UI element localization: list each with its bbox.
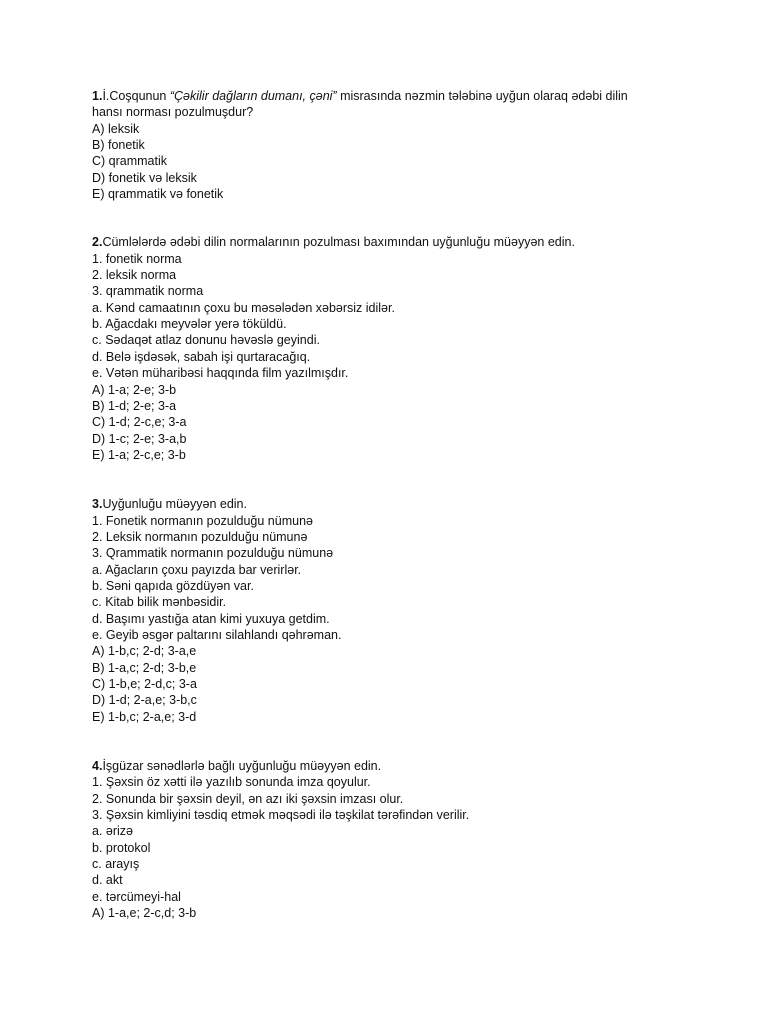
matching-item: c. Sədaqət atlaz donunu həvəslə geyindi. bbox=[92, 333, 320, 348]
matching-item: a. ərizə bbox=[92, 824, 133, 839]
matching-item: 3. Şəxsin kimliyini təsdiq etmək məqsədi ilə təşkilat tərəfindən verilir. bbox=[92, 808, 470, 823]
question-3 bbox=[92, 496, 692, 725]
matching-item: c. Kitab bilik mənbəsidir. bbox=[92, 595, 227, 610]
question-number: 4. bbox=[92, 759, 103, 774]
matching-item: d. Belə işdəsək, sabah işi qurtaracağıq. bbox=[92, 349, 311, 364]
quoted-verse: “Çəkilir dağların dumanı, çəni” bbox=[169, 89, 337, 103]
document-page bbox=[92, 88, 692, 921]
answer-option-d: D) 1-d; 2-a,e; 3-b,c bbox=[92, 693, 197, 708]
question-text: İşgüzar sənədlərlə bağlı uyğunluğu müəyyən edin. bbox=[102, 759, 382, 774]
matching-item: a. Ağacların çoxu payızda bar verirlər. bbox=[92, 562, 302, 577]
question-2-stem bbox=[92, 234, 692, 250]
answer-option-e: E) 1-b,c; 2-a,e; 3-d bbox=[92, 709, 197, 724]
answer-option-a: A) leksik bbox=[92, 121, 140, 136]
question-4 bbox=[92, 758, 692, 921]
matching-item: 1. fonetik norma bbox=[92, 251, 182, 266]
question-text-continuation: hansı norması pozulmuşdur? bbox=[92, 105, 254, 120]
question-text: Cümlələrdə ədəbi dilin normalarının pozulması baxımından uyğunluğu müəyyən edin. bbox=[102, 235, 575, 250]
matching-item: 3. Qrammatik normanın pozulduğu nümunə bbox=[92, 546, 334, 561]
matching-item: d. Başımı yastığa atan kimi yuxuya getdim. bbox=[92, 611, 330, 626]
matching-item: 2. Leksik normanın pozulduğu nümunə bbox=[92, 529, 308, 544]
answer-option-a: A) 1-b,c; 2-d; 3-a,e bbox=[92, 644, 197, 659]
matching-item: e. Vətən müharibəsi haqqında film yazılmışdır. bbox=[92, 366, 349, 381]
question-text: misrasında nəzmin tələbinə uyğun olaraq ədəbi dilin bbox=[336, 89, 628, 103]
matching-item: e. Geyib əsgər paltarını silahlandı qəhrəman. bbox=[92, 627, 342, 642]
question-number: 1. bbox=[92, 89, 103, 103]
answer-option-a: A) 1-a,e; 2-c,d; 3-b bbox=[92, 906, 197, 921]
question-text: İ.Coşqunun bbox=[102, 89, 170, 103]
answer-option-c: C) 1-b,e; 2-d,c; 3-a bbox=[92, 677, 197, 691]
matching-item: c. arayış bbox=[92, 857, 140, 872]
matching-item: 2. leksik norma bbox=[92, 268, 177, 283]
matching-item: 2. Sonunda bir şəxsin deyil, ən azı iki şəxsin imzası olur. bbox=[92, 791, 404, 806]
answer-option-c: C) 1-d; 2-c,e; 3-a bbox=[92, 415, 187, 430]
matching-item: 1. Fonetik normanın pozulduğu nümunə bbox=[92, 513, 313, 528]
matching-item: b. protokol bbox=[92, 840, 151, 855]
matching-item: 3. qrammatik norma bbox=[92, 284, 204, 299]
answer-option-d: D) fonetik və leksik bbox=[92, 170, 197, 185]
matching-item: 1. Şəxsin öz xətti ilə yazılıb sonunda imza qoyulur. bbox=[92, 775, 371, 790]
question-2 bbox=[92, 234, 692, 463]
answer-option-b: B) 1-d; 2-e; 3-a bbox=[92, 398, 177, 413]
question-3-stem bbox=[92, 496, 692, 512]
answer-option-e: E) qrammatik və fonetik bbox=[92, 187, 224, 202]
answer-option-d: D) 1-c; 2-e; 3-a,b bbox=[92, 431, 187, 446]
answer-option-b: B) fonetik bbox=[92, 138, 145, 153]
answer-option-a: A) 1-a; 2-e; 3-b bbox=[92, 382, 177, 397]
question-1-stem bbox=[92, 88, 692, 104]
answer-option-b: B) 1-a,c; 2-d; 3-b,e bbox=[92, 660, 197, 675]
matching-item: b. Səni qapıda gözdüyən var. bbox=[92, 578, 254, 593]
question-1 bbox=[92, 88, 692, 202]
answer-option-e: E) 1-a; 2-c,e; 3-b bbox=[92, 447, 186, 462]
question-text: Uyğunluğu müəyyən edin. bbox=[102, 497, 247, 512]
answer-option-c: C) qrammatik bbox=[92, 154, 168, 169]
matching-item: e. tərcümeyi-hal bbox=[92, 889, 181, 904]
question-number: 2. bbox=[92, 235, 103, 250]
matching-item: d. akt bbox=[92, 873, 123, 888]
matching-item: a. Kənd camaatının çoxu bu məsələdən xəbərsiz idilər. bbox=[92, 300, 395, 315]
question-4-stem bbox=[92, 758, 692, 774]
question-number: 3. bbox=[92, 497, 103, 512]
matching-item: b. Ağacdakı meyvələr yerə töküldü. bbox=[92, 317, 287, 332]
